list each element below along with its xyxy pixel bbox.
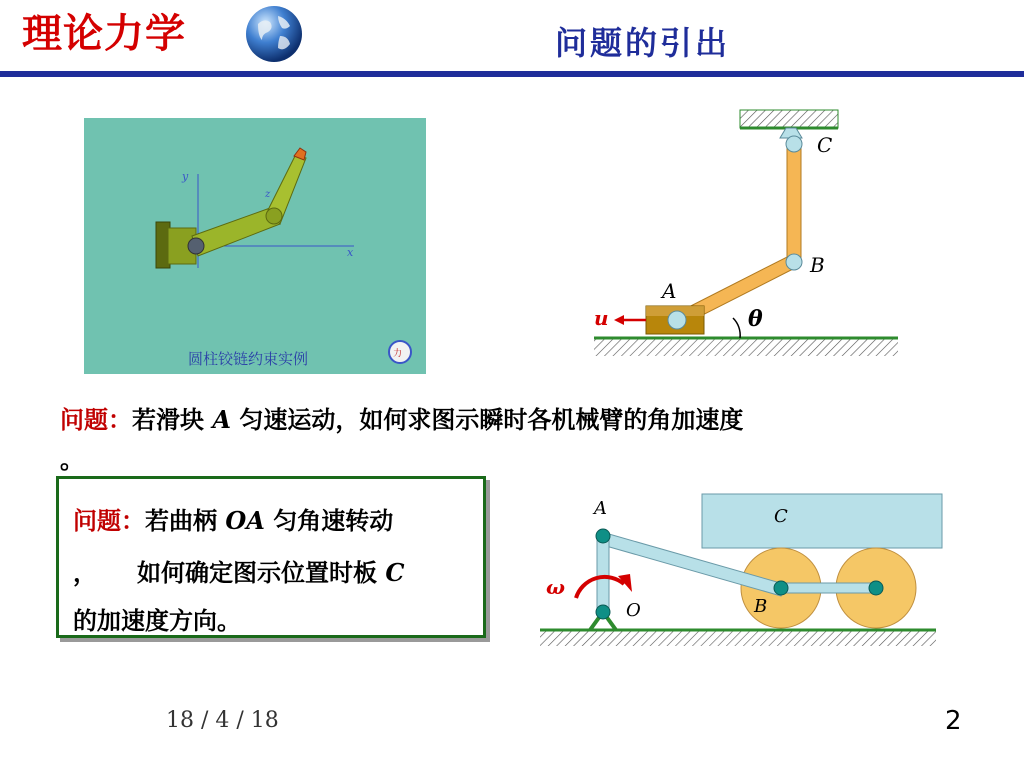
page-number: 2 <box>945 706 962 736</box>
label-c: C <box>817 133 833 157</box>
slide-title: 问题的引出 <box>555 24 731 62</box>
animation-caption: 圆柱铰链约束实例 <box>188 350 309 368</box>
pin-a-2 <box>596 529 610 543</box>
pin-b <box>786 254 802 270</box>
label-a-2: A <box>594 498 607 519</box>
question-2-line-3: 的加速度方向。 <box>73 606 241 635</box>
label-b: B <box>810 253 825 277</box>
question-1-tail: 。 <box>60 445 84 474</box>
logo-text-2: 力学 <box>104 11 186 57</box>
question-2-var-2: C <box>385 558 405 587</box>
svg-text:力: 力 <box>393 349 403 359</box>
label-a: A <box>662 279 677 303</box>
pin-c <box>786 136 802 152</box>
label-b-2: B <box>754 596 768 617</box>
question-2-line-2 <box>137 553 404 588</box>
question-2-text-c: 如何确定图示位置时板 <box>137 558 386 587</box>
robot-arm-animation[interactable] <box>84 118 426 374</box>
pin-wheel-2 <box>869 581 883 595</box>
axis-x-label: x <box>347 246 354 259</box>
label-theta: θ <box>748 306 763 332</box>
axis-z-label: z <box>265 189 271 200</box>
question-2-comma: ， <box>73 558 97 587</box>
question-1-text-a: 若滑块 <box>132 405 213 434</box>
velocity-arrow-icon <box>614 315 624 325</box>
plate-c <box>702 494 942 548</box>
question-2-label: 问题： <box>73 506 145 535</box>
label-omega: ω <box>546 575 566 599</box>
footer-date: 18 / 4 / 18 <box>166 708 279 733</box>
logo-text-1: 理论 <box>22 11 104 57</box>
label-o: O <box>626 600 641 621</box>
question-2-text-b: 匀角速转动 <box>264 506 394 535</box>
link-cb <box>787 144 801 262</box>
mechanism-diagram-2 <box>536 488 946 653</box>
mechanism-diagram-1 <box>580 100 910 365</box>
top-ground <box>740 110 838 128</box>
question-2-var: OA <box>225 506 265 535</box>
label-c-2: C <box>774 506 788 527</box>
label-u: u <box>594 306 609 330</box>
question-1-label: 问题： <box>60 405 132 434</box>
pin-b-2 <box>774 581 788 595</box>
globe-icon <box>244 4 304 64</box>
question-2-line-1 <box>73 501 393 536</box>
question-2-box <box>56 476 486 638</box>
question-1 <box>60 402 940 438</box>
pin-o <box>596 605 610 619</box>
question-1-var: A <box>212 405 231 434</box>
axis-y-label: y <box>182 170 189 183</box>
pin-a <box>668 311 686 329</box>
robot-arm-drawing <box>84 118 426 374</box>
question-2-text-a: 若曲柄 <box>145 506 226 535</box>
question-1-text-b: 匀速运动，如何求图示瞬时各机械臂的角加速度 <box>230 405 744 434</box>
course-logo <box>22 6 186 62</box>
angle-arc <box>733 318 740 338</box>
title-divider <box>0 71 1024 77</box>
